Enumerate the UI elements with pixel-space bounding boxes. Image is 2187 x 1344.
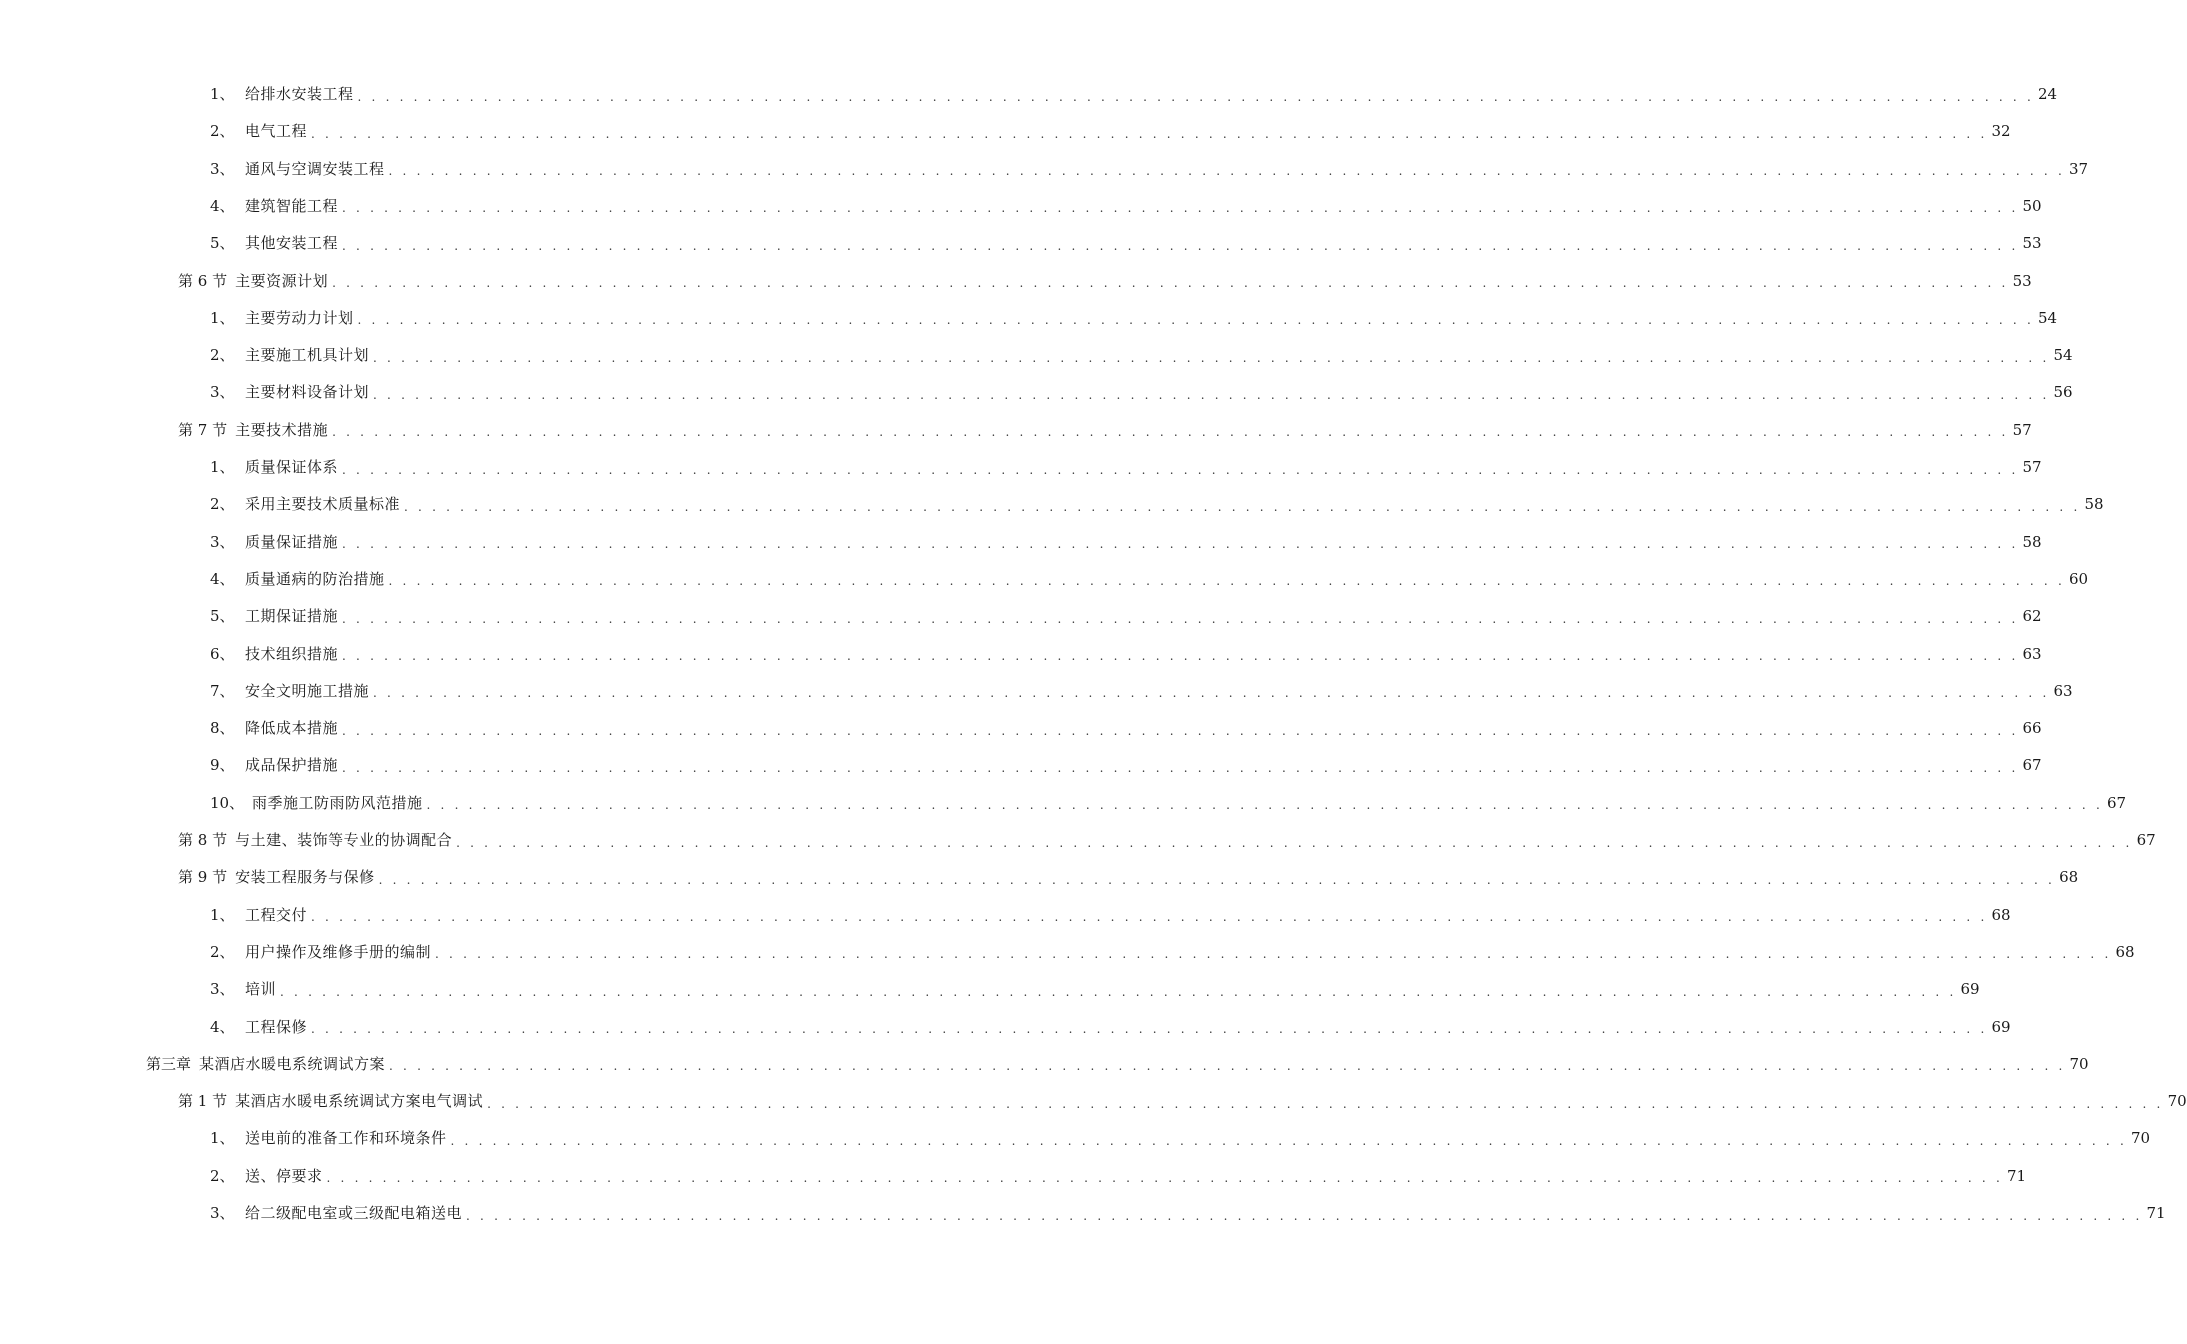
toc-entry-page-number: 71 <box>2006 1166 2027 1185</box>
toc-entry[interactable] <box>178 859 2079 896</box>
toc-dot-leader: . . . . . . . . . . . . . . . . . . . . . . . . . . . . . . . . . . . . . . . . . . . . . . . . . . . . . . . . . . . . . . . . . . . . . . . . . . . . . . . . . . . . . . . . . . . . . . . . . . . . . . . . . . . . . . . . . . . . . . . . <box>332 276 2009 290</box>
toc-dot-leader: . . . . . . . . . . . . . . . . . . . . . . . . . . . . . . . . . . . . . . . . . . . . . . . . . . . . . . . . . . . . . . . . . . . . . . . . . . . . . . . . . . . . . . . . . . . . . . . . . . . . . . . . . . . . . . . . . . . . . . . . <box>388 574 2065 589</box>
toc-entry-page-number: 58 <box>2022 532 2042 551</box>
toc-entry-page-number: 56 <box>2053 383 2073 402</box>
toc-dot-leader: . . . . . . . . . . . . . . . . . . . . . . . . . . . . . . . . . . . . . . . . . . . . . . . . . . . . . . . . . . . . . . . . . . . . . . . . . . . . . . . . . . . . . . . . . . . . . . . . . . . . . . . . . . . . . . . . . . . . . . . . <box>311 1022 1988 1036</box>
toc-entry-number: 4、 <box>210 196 235 215</box>
toc-dot-leader: . . . . . . . . . . . . . . . . . . . . . . . . . . . . . . . . . . . . . . . . . . . . . . . . . . . . . . . . . . . . . . . . . . . . . . . . . . . . . . . . . . . . . . . . . . . . . . . . . . . . . . . . . . . . . . . . . . . . . . . . <box>342 723 2019 738</box>
toc-entry[interactable] <box>210 76 2058 113</box>
toc-entry-number: 1、 <box>210 458 235 476</box>
toc-entry-number: 第三章 <box>146 1054 192 1073</box>
toc-entry[interactable] <box>210 673 2073 710</box>
toc-entry[interactable] <box>210 374 2073 411</box>
toc-dot-leader: . . . . . . . . . . . . . . . . . . . . . . . . . . . . . . . . . . . . . . . . . . . . . . . . . . . . . . . . . . . . . . . . . . . . . . . . . . . . . . . . . . . . . . . . . . . . . . . . . . . . . . . . . . . . . . . . . . . . . . . . <box>357 313 2034 328</box>
toc-dot-leader: . . . . . . . . . . . . . . . . . . . . . . . . . . . . . . . . . . . . . . . . . . . . . . . . . . . . . . . . . . . . . . . . . . . . . . . . . . . . . . . . . . . . . . . . . . . . . . . . . . . . . . . . . . . . . . . . . . . . . . . . <box>342 201 2019 216</box>
toc-entry-number: 3、 <box>210 532 235 551</box>
toc-entry-page-number: 57 <box>2022 458 2042 476</box>
toc-entry-page-number: 70 <box>2167 1092 2187 1111</box>
toc-dot-leader: . . . . . . . . . . . . . . . . . . . . . . . . . . . . . . . . . . . . . . . . . . . . . . . . . . . . . . . . . . . . . . . . . . . . . . . . . . . . . . . . . . . . . . . . . . . . . . . . . . . . . . . . . . . . . . . . . . . . . . . . <box>456 835 2133 850</box>
toc-dot-leader: . . . . . . . . . . . . . . . . . . . . . . . . . . . . . . . . . . . . . . . . . . . . . . . . . . . . . . . . . . . . . . . . . . . . . . . . . . . . . . . . . . . . . . . . . . . . . . . . . . . . . . . . . . . . . . . . . . . . . . . . <box>357 89 2034 104</box>
toc-dot-leader: . . . . . . . . . . . . . . . . . . . . . . . . . . . . . . . . . . . . . . . . . . . . . . . . . . . . . . . . . . . . . . . . . . . . . . . . . . . . . . . . . . . . . . . . . . . . . . . . . . . . . . . . . . . . . . . . . . . . . . . . <box>280 984 1957 999</box>
toc-entry-page-number: 70 <box>2069 1054 2089 1073</box>
toc-dot-leader: . . . . . . . . . . . . . . . . . . . . . . . . . . . . . . . . . . . . . . . . . . . . . . . . . . . . . . . . . . . . . . . . . . . . . . . . . . . . . . . . . . . . . . . . . . . . . . . . . . . . . . . . . . . . . . . . . . . . . . . . <box>326 1171 2003 1186</box>
toc-dot-leader: . . . . . . . . . . . . . . . . . . . . . . . . . . . . . . . . . . . . . . . . . . . . . . . . . . . . . . . . . . . . . . . . . . . . . . . . . . . . . . . . . . . . . . . . . . . . . . . . . . . . . . . . . . . . . . . . . . . . . . . . <box>389 1059 2066 1074</box>
toc-entry-title: 给排水安装工程 <box>245 85 354 103</box>
toc-entry-page-number: 53 <box>2022 234 2042 253</box>
toc-entry-number: 8、 <box>210 719 235 738</box>
toc-dot-leader: . . . . . . . . . . . . . . . . . . . . . . . . . . . . . . . . . . . . . . . . . . . . . . . . . . . . . . . . . . . . . . . . . . . . . . . . . . . . . . . . . . . . . . . . . . . . . . . . . . . . . . . . . . . . . . . . . . . . . . . . <box>426 798 2103 813</box>
toc-entry[interactable] <box>210 486 2104 523</box>
toc-entry[interactable] <box>210 636 2042 673</box>
toc-entry-title: 工程保修 <box>245 1017 308 1036</box>
toc-entry[interactable] <box>210 710 2042 747</box>
toc-dot-leader: . . . . . . . . . . . . . . . . . . . . . . . . . . . . . . . . . . . . . . . . . . . . . . . . . . . . . . . . . . . . . . . . . . . . . . . . . . . . . . . . . . . . . . . . . . . . . . . . . . . . . . . . . . . . . . . . . . . . . . . . <box>342 611 2019 626</box>
toc-entry[interactable] <box>146 1046 2089 1083</box>
toc-dot-leader: . . . . . . . . . . . . . . . . . . . . . . . . . . . . . . . . . . . . . . . . . . . . . . . . . . . . . . . . . . . . . . . . . . . . . . . . . . . . . . . . . . . . . . . . . . . . . . . . . . . . . . . . . . . . . . . . . . . . . . . . <box>342 238 2019 253</box>
toc-dot-leader: . . . . . . . . . . . . . . . . . . . . . . . . . . . . . . . . . . . . . . . . . . . . . . . . . . . . . . . . . . . . . . . . . . . . . . . . . . . . . . . . . . . . . . . . . . . . . . . . . . . . . . . . . . . . . . . . . . . . . . . . <box>342 537 2019 552</box>
toc-entry[interactable] <box>210 1009 2011 1046</box>
toc-entry[interactable] <box>178 412 2032 449</box>
toc-entry-page-number: 67 <box>2136 831 2156 849</box>
toc-entry-page-number: 69 <box>1991 1017 2011 1036</box>
toc-entry-title: 某酒店水暖电系统调试方案电气调试 <box>235 1092 484 1111</box>
toc-entry[interactable] <box>210 151 2089 188</box>
toc-entry-title: 某酒店水暖电系统调试方案 <box>199 1054 386 1073</box>
toc-dot-leader: . . . . . . . . . . . . . . . . . . . . . . . . . . . . . . . . . . . . . . . . . . . . . . . . . . . . . . . . . . . . . . . . . . . . . . . . . . . . . . . . . . . . . . . . . . . . . . . . . . . . . . . . . . . . . . . . . . . . . . . . <box>373 350 2050 365</box>
toc-entry-page-number: 57 <box>2012 420 2032 439</box>
toc-entry-page-number: 63 <box>2053 681 2073 700</box>
toc-entry-title: 质量通病的防治措施 <box>245 569 385 588</box>
toc-dot-leader: . . . . . . . . . . . . . . . . . . . . . . . . . . . . . . . . . . . . . . . . . . . . . . . . . . . . . . . . . . . . . . . . . . . . . . . . . . . . . . . . . . . . . . . . . . . . . . . . . . . . . . . . . . . . . . . . . . . . . . . . <box>373 686 2050 701</box>
toc-entry-page-number: 70 <box>2130 1129 2151 1148</box>
toc-entry-number: 3、 <box>210 1204 235 1222</box>
toc-entry-page-number: 66 <box>2022 719 2042 738</box>
toc-entry-number: 6、 <box>210 644 235 663</box>
toc-entry[interactable] <box>210 598 2042 635</box>
toc-dot-leader: . . . . . . . . . . . . . . . . . . . . . . . . . . . . . . . . . . . . . . . . . . . . . . . . . . . . . . . . . . . . . . . . . . . . . . . . . . . . . . . . . . . . . . . . . . . . . . . . . . . . . . . . . . . . . . . . . . . . . . . . <box>435 947 2112 962</box>
toc-entry-number: 2、 <box>210 1166 235 1185</box>
toc-entry-page-number: 58 <box>2084 495 2104 514</box>
toc-entry-number: 3、 <box>210 383 235 402</box>
toc-entry-title: 主要材料设备计划 <box>245 383 370 402</box>
toc-entry[interactable] <box>210 1120 2151 1157</box>
toc-entry-page-number: 71 <box>2146 1204 2166 1222</box>
toc-entry-title: 质量保证体系 <box>245 458 339 476</box>
toc-dot-leader: . . . . . . . . . . . . . . . . . . . . . . . . . . . . . . . . . . . . . . . . . . . . . . . . . . . . . . . . . . . . . . . . . . . . . . . . . . . . . . . . . . . . . . . . . . . . . . . . . . . . . . . . . . . . . . . . . . . . . . . . <box>342 760 2019 775</box>
toc-entry[interactable] <box>210 524 2042 561</box>
toc-entry-title: 安装工程服务与保修 <box>235 868 375 887</box>
toc-entry[interactable] <box>178 263 2032 300</box>
toc-entry-page-number: 69 <box>1960 980 1980 999</box>
toc-dot-leader: . . . . . . . . . . . . . . . . . . . . . . . . . . . . . . . . . . . . . . . . . . . . . . . . . . . . . . . . . . . . . . . . . . . . . . . . . . . . . . . . . . . . . . . . . . . . . . . . . . . . . . . . . . . . . . . . . . . . . . . . <box>332 425 2009 440</box>
toc-entry[interactable] <box>210 188 2042 225</box>
toc-entry-number: 9、 <box>210 756 235 775</box>
toc-entry-number: 2、 <box>210 942 235 961</box>
toc-entry-title: 成品保护措施 <box>245 756 339 775</box>
toc-entry-title: 质量保证措施 <box>245 532 339 551</box>
toc-entry[interactable] <box>210 934 2135 971</box>
toc-entry-number: 3、 <box>210 159 235 178</box>
toc-entry-title: 送、停要求 <box>245 1166 323 1185</box>
toc-entry-page-number: 53 <box>2012 271 2032 290</box>
toc-entry[interactable] <box>210 1158 2027 1195</box>
toc-entry[interactable] <box>210 785 2127 822</box>
toc-entry-number: 1、 <box>210 85 235 103</box>
toc-dot-leader: . . . . . . . . . . . . . . . . . . . . . . . . . . . . . . . . . . . . . . . . . . . . . . . . . . . . . . . . . . . . . . . . . . . . . . . . . . . . . . . . . . . . . . . . . . . . . . . . . . . . . . . . . . . . . . . . . . . . . . . . <box>466 1208 2143 1223</box>
toc-entry-number: 1、 <box>210 1129 235 1148</box>
toc-entry-page-number: 54 <box>2053 346 2073 365</box>
toc-entry-number: 3、 <box>210 980 235 999</box>
toc-entry-page-number: 67 <box>2022 756 2042 775</box>
toc-entry-title: 主要技术措施 <box>235 420 329 439</box>
toc-entry-number: 第 9 节 <box>178 868 228 887</box>
toc-entry[interactable] <box>210 337 2073 374</box>
toc-entry-number: 7、 <box>210 681 235 700</box>
toc-entry[interactable] <box>210 449 2042 486</box>
toc-entry-title: 送电前的准备工作和环境条件 <box>245 1129 447 1148</box>
toc-entry-number: 第 8 节 <box>178 831 228 849</box>
toc-entry[interactable] <box>210 225 2042 262</box>
toc-entry-page-number: 50 <box>2022 196 2042 215</box>
toc-entry-number: 第 7 节 <box>178 420 228 439</box>
toc-entry-title: 主要资源计划 <box>235 271 329 290</box>
toc-entry-page-number: 54 <box>2037 308 2058 327</box>
toc-entry-title: 主要施工机具计划 <box>245 346 370 365</box>
toc-entry-page-number: 68 <box>1991 905 2011 924</box>
toc-entry-number: 2、 <box>210 122 235 141</box>
toc-dot-leader: . . . . . . . . . . . . . . . . . . . . . . . . . . . . . . . . . . . . . . . . . . . . . . . . . . . . . . . . . . . . . . . . . . . . . . . . . . . . . . . . . . . . . . . . . . . . . . . . . . . . . . . . . . . . . . . . . . . . . . . . <box>342 462 2019 477</box>
toc-entry-title: 工程交付 <box>245 905 308 924</box>
toc-entry-title: 技术组织措施 <box>245 644 339 663</box>
toc-entry-number: 5、 <box>210 234 235 253</box>
toc-entry-title: 工期保证措施 <box>245 607 339 626</box>
toc-entry-number: 1、 <box>210 308 235 327</box>
toc-entry-number: 10、 <box>210 793 245 812</box>
toc-entry-title: 电气工程 <box>245 122 308 141</box>
toc-entry-number: 5、 <box>210 607 235 626</box>
toc-entry-page-number: 32 <box>1991 122 2011 141</box>
toc-entry-title: 主要劳动力计划 <box>245 308 354 327</box>
toc-dot-leader: . . . . . . . . . . . . . . . . . . . . . . . . . . . . . . . . . . . . . . . . . . . . . . . . . . . . . . . . . . . . . . . . . . . . . . . . . . . . . . . . . . . . . . . . . . . . . . . . . . . . . . . . . . . . . . . . . . . . . . . . <box>378 872 2056 887</box>
toc-entry-page-number: 60 <box>2068 569 2089 588</box>
toc-dot-leader: . . . . . . . . . . . . . . . . . . . . . . . . . . . . . . . . . . . . . . . . . . . . . . . . . . . . . . . . . . . . . . . . . . . . . . . . . . . . . . . . . . . . . . . . . . . . . . . . . . . . . . . . . . . . . . . . . . . . . . . . <box>450 1133 2127 1148</box>
toc-entry-title: 雨季施工防雨防风范措施 <box>252 793 423 812</box>
toc-entry-title: 培训 <box>245 980 277 999</box>
toc-entry-page-number: 37 <box>2068 159 2089 178</box>
toc-entry-number: 第 1 节 <box>178 1092 228 1111</box>
toc-entry[interactable] <box>210 561 2089 598</box>
toc-entry-title: 用户操作及维修手册的编制 <box>245 942 432 961</box>
toc-entry-number: 4、 <box>210 569 235 588</box>
toc-entry-title: 采用主要技术质量标准 <box>245 495 401 514</box>
toc-entry[interactable] <box>210 113 2011 150</box>
toc-entry-number: 2、 <box>210 495 235 514</box>
toc-dot-leader: . . . . . . . . . . . . . . . . . . . . . . . . . . . . . . . . . . . . . . . . . . . . . . . . . . . . . . . . . . . . . . . . . . . . . . . . . . . . . . . . . . . . . . . . . . . . . . . . . . . . . . . . . . . . . . . . . . . . . . . . <box>342 649 2019 663</box>
toc-entry-page-number: 67 <box>2106 793 2127 812</box>
toc-dot-leader: . . . . . . . . . . . . . . . . . . . . . . . . . . . . . . . . . . . . . . . . . . . . . . . . . . . . . . . . . . . . . . . . . . . . . . . . . . . . . . . . . . . . . . . . . . . . . . . . . . . . . . . . . . . . . . . . . . . . . . . . <box>311 126 1988 141</box>
toc-entry-number: 2、 <box>210 346 235 365</box>
toc-dot-leader: . . . . . . . . . . . . . . . . . . . . . . . . . . . . . . . . . . . . . . . . . . . . . . . . . . . . . . . . . . . . . . . . . . . . . . . . . . . . . . . . . . . . . . . . . . . . . . . . . . . . . . . . . . . . . . . . . . . . . . . . <box>487 1096 2164 1111</box>
toc-dot-leader: . . . . . . . . . . . . . . . . . . . . . . . . . . . . . . . . . . . . . . . . . . . . . . . . . . . . . . . . . . . . . . . . . . . . . . . . . . . . . . . . . . . . . . . . . . . . . . . . . . . . . . . . . . . . . . . . . . . . . . . . <box>404 499 2081 514</box>
toc-entry-page-number: 62 <box>2022 607 2042 626</box>
toc-entry[interactable] <box>210 300 2058 337</box>
toc-entry-page-number: 24 <box>2037 85 2058 103</box>
toc-entry-number: 第 6 节 <box>178 271 228 290</box>
toc-entry-page-number: 68 <box>2115 942 2135 961</box>
toc-dot-leader: . . . . . . . . . . . . . . . . . . . . . . . . . . . . . . . . . . . . . . . . . . . . . . . . . . . . . . . . . . . . . . . . . . . . . . . . . . . . . . . . . . . . . . . . . . . . . . . . . . . . . . . . . . . . . . . . . . . . . . . . <box>388 164 2065 179</box>
toc-entry-title: 安全文明施工措施 <box>245 681 370 700</box>
toc-entry-title: 其他安装工程 <box>245 234 339 253</box>
toc-entry-title: 降低成本措施 <box>245 719 339 738</box>
toc-entry-page-number: 63 <box>2022 644 2042 663</box>
toc-entry-title: 给二级配电室或三级配电箱送电 <box>245 1204 463 1222</box>
toc-entry[interactable] <box>210 1195 2166 1232</box>
toc-entry-title: 通风与空调安装工程 <box>245 159 385 178</box>
toc-entry-title: 与土建、装饰等专业的协调配合 <box>235 831 453 849</box>
toc-entry-number: 4、 <box>210 1017 235 1036</box>
toc-entry-number: 1、 <box>210 905 235 924</box>
toc-dot-leader: . . . . . . . . . . . . . . . . . . . . . . . . . . . . . . . . . . . . . . . . . . . . . . . . . . . . . . . . . . . . . . . . . . . . . . . . . . . . . . . . . . . . . . . . . . . . . . . . . . . . . . . . . . . . . . . . . . . . . . . . <box>311 910 1988 925</box>
toc-entry[interactable] <box>210 897 2011 934</box>
toc-entry-title: 建筑智能工程 <box>245 196 339 215</box>
toc-entry[interactable] <box>210 747 2042 784</box>
toc-entry[interactable] <box>178 1083 2187 1120</box>
toc-dot-leader: . . . . . . . . . . . . . . . . . . . . . . . . . . . . . . . . . . . . . . . . . . . . . . . . . . . . . . . . . . . . . . . . . . . . . . . . . . . . . . . . . . . . . . . . . . . . . . . . . . . . . . . . . . . . . . . . . . . . . . . . <box>373 387 2050 402</box>
toc-entry-page-number: 68 <box>2059 868 2079 887</box>
toc-entry[interactable] <box>178 822 2156 859</box>
toc-entry[interactable] <box>210 971 1980 1008</box>
